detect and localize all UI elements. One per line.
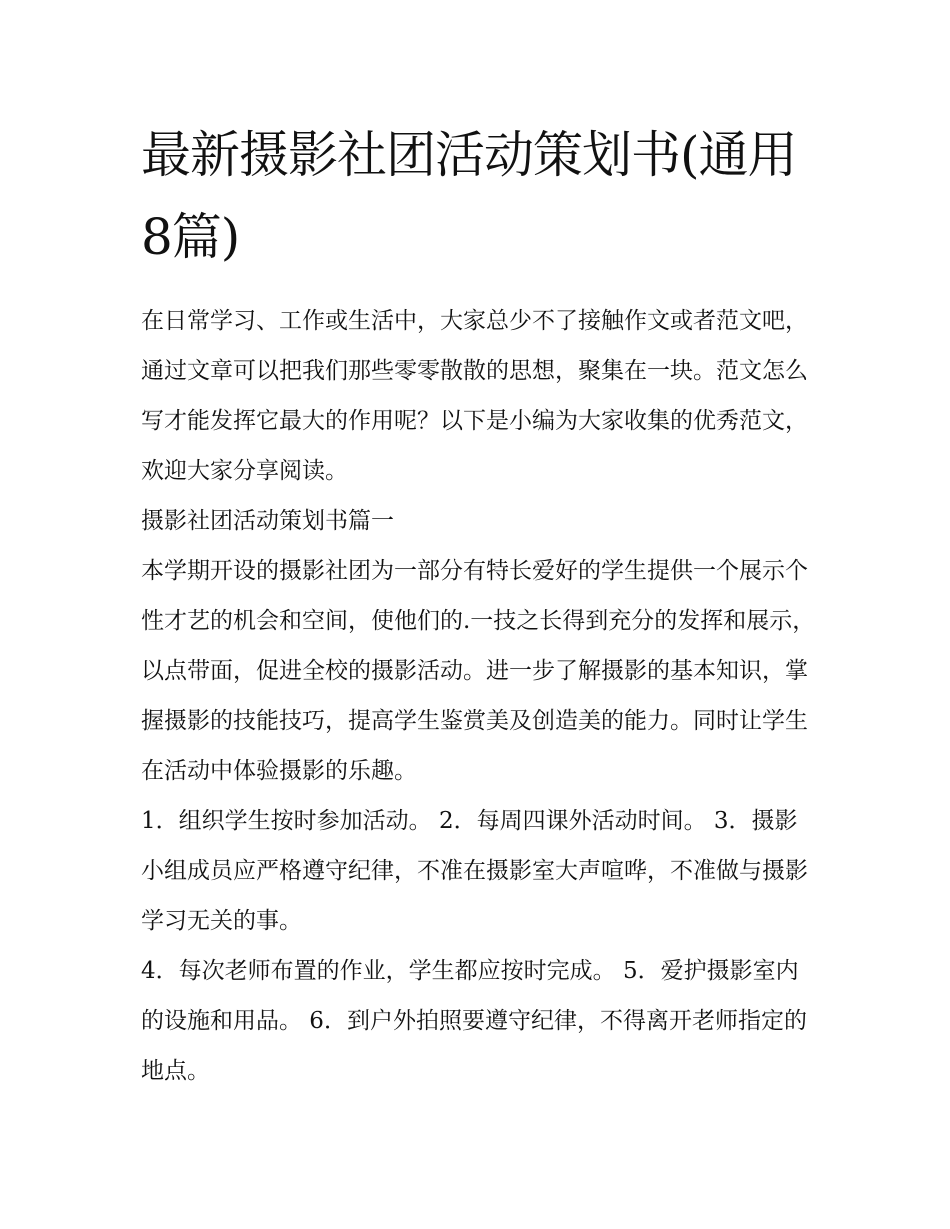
document-page <box>141 114 816 1096</box>
intro-paragraph: 在日常学习、工作或生活中，大家总少不了接触作文或者范文吧，通过文章可以把我们那些零零散散的思想，聚集在一块。范文怎么写才能发挥它最大的作用呢？以下是小编为大家收集的优秀范文，欢迎大家分享阅读。 <box>141 308 808 484</box>
purpose-paragraph: 本学期开设的摄影社团为一部分有特长爱好的学生提供一个展示个性才艺的机会和空间，使他们的.一技之长得到充分的发挥和展示，以点带面，促进全校的摄影活动。进一步了解摄影的基本知识，掌握摄影的技能技巧，提高学生鉴赏美及创造美的能力。同时让学生在活动中体验摄影的乐趣。 <box>141 558 816 784</box>
rules-paragraph-2: 4．每次老师布置的作业，学生都应按时完成。 5．爱护摄影室内的设施和用品。 6．到户外拍照要遵守纪律，不得离开老师指定的地点。 <box>141 958 807 1084</box>
rules-paragraph-1: 1．组织学生按时参加活动。 2．每周四课外活动时间。 3．摄影小组成员应严格遵守纪律，不准在摄影室大声喧哗，不准做与摄影学习无关的事。 <box>141 808 808 934</box>
section-heading: 摄影社团活动策划书篇一 <box>141 508 394 534</box>
document-title: 最新摄影社团活动策划书(通用8篇) <box>141 126 797 266</box>
